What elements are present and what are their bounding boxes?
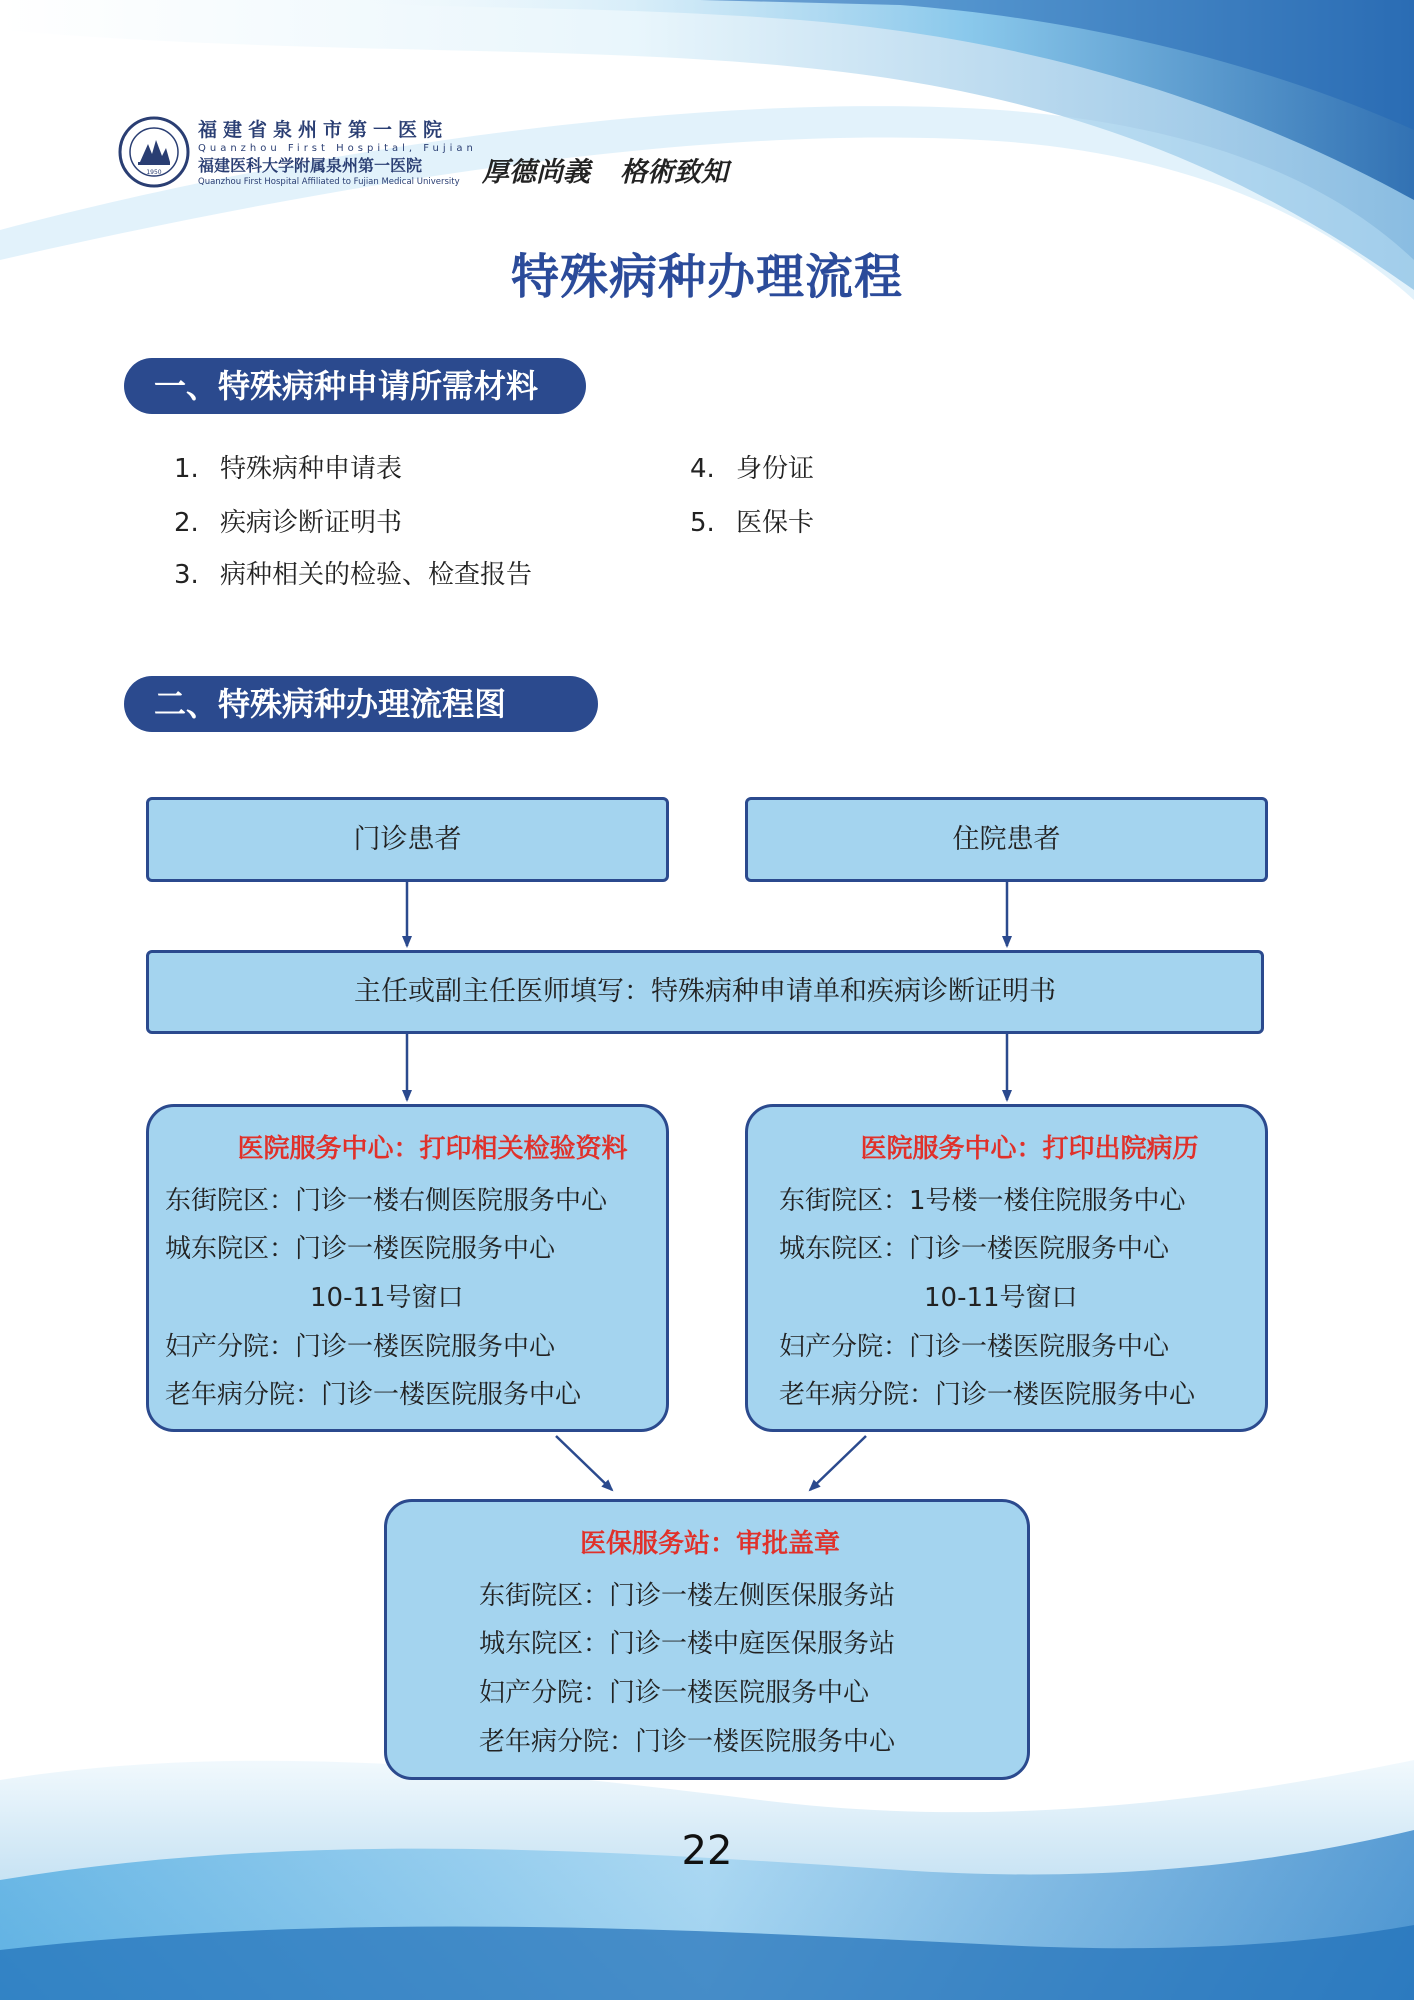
affiliation-en: Quanzhou First Hospital Affiliated to Fujian Medical University — [198, 177, 460, 187]
right-box-line-1: 东街院区：1号楼一楼住院服务中心 — [779, 1186, 1186, 1216]
material-item-2 — [174, 506, 402, 540]
hospital-name-cn: 福建省泉州市第一医院 — [198, 119, 449, 141]
bottom-box-line-1: 东街院区：门诊一楼左侧医保服务站 — [479, 1581, 896, 1611]
hospital-motto — [482, 150, 728, 189]
medical-insurance-station-box — [384, 1499, 1030, 1780]
material-item-text: 病种相关的检验、检查报告 — [220, 560, 533, 590]
right-box-title: 医院服务中心：打印出院病历 — [860, 1134, 1199, 1164]
bottom-box-line-3: 妇产分院：门诊一楼医院服务中心 — [479, 1678, 870, 1708]
hospital-logo-icon — [118, 116, 190, 188]
right-box-line-4: 妇产分院：门诊一楼医院服务中心 — [779, 1332, 1170, 1362]
left-service-center-box — [146, 1104, 669, 1432]
left-box-line-4: 妇产分院：门诊一楼医院服务中心 — [165, 1332, 556, 1362]
left-box-line-3: 10-11号窗口 — [310, 1283, 464, 1313]
outpatient-box: 门诊患者 — [146, 797, 669, 882]
material-item-num: 4. — [690, 454, 715, 484]
arrow-right-to-bottom — [810, 1436, 866, 1490]
right-service-center-box — [745, 1104, 1268, 1432]
material-item-num: 3. — [174, 560, 199, 590]
material-item-num: 5. — [690, 508, 715, 538]
motto-part-2: 格術致知 — [620, 157, 728, 188]
hospital-name-block — [198, 118, 477, 188]
hospital-name-en: Quanzhou First Hospital, Fujian — [198, 143, 477, 154]
section-2-heading: 二、特殊病种办理流程图 — [124, 676, 598, 732]
material-item-5 — [690, 506, 814, 540]
bottom-box-line-4: 老年病分院：门诊一楼医院服务中心 — [479, 1727, 896, 1757]
left-box-line-5: 老年病分院：门诊一楼医院服务中心 — [165, 1380, 582, 1410]
bottom-box-title: 医保服务站：审批盖章 — [579, 1529, 840, 1559]
doctor-fill-form-box: 主任或副主任医师填写：特殊病种申请单和疾病诊断证明书 — [146, 950, 1264, 1034]
left-box-line-2: 城东院区：门诊一楼医院服务中心 — [165, 1234, 556, 1264]
page-title: 特殊病种办理流程 — [510, 249, 903, 305]
left-box-title: 医院服务中心：打印相关检验资料 — [237, 1134, 628, 1164]
logo-year: 1950 — [146, 169, 162, 176]
material-item-num: 2. — [174, 508, 199, 538]
affiliation-cn: 福建医科大学附属泉州第一医院 — [198, 156, 423, 175]
material-item-text: 特殊病种申请表 — [220, 454, 403, 484]
page-number: 22 — [681, 1828, 733, 1874]
material-item-num: 1. — [174, 454, 199, 484]
material-item-1 — [174, 452, 402, 486]
motto-part-1: 厚德尚義 — [482, 157, 590, 188]
material-item-text: 疾病诊断证明书 — [220, 508, 403, 538]
section-1-heading: 一、特殊病种申请所需材料 — [124, 358, 586, 414]
left-box-line-1: 东街院区：门诊一楼右侧医院服务中心 — [165, 1186, 608, 1216]
arrow-left-to-bottom — [556, 1436, 612, 1490]
right-box-line-5: 老年病分院：门诊一楼医院服务中心 — [779, 1380, 1196, 1410]
right-box-line-2: 城东院区：门诊一楼医院服务中心 — [779, 1234, 1170, 1264]
bottom-box-line-2: 城东院区：门诊一楼中庭医保服务站 — [479, 1629, 896, 1659]
material-item-3 — [174, 558, 532, 592]
material-item-text: 身份证 — [736, 454, 815, 484]
right-box-line-3: 10-11号窗口 — [924, 1283, 1078, 1313]
material-item-4 — [690, 452, 814, 486]
inpatient-box: 住院患者 — [745, 797, 1268, 882]
material-item-text: 医保卡 — [736, 508, 815, 538]
